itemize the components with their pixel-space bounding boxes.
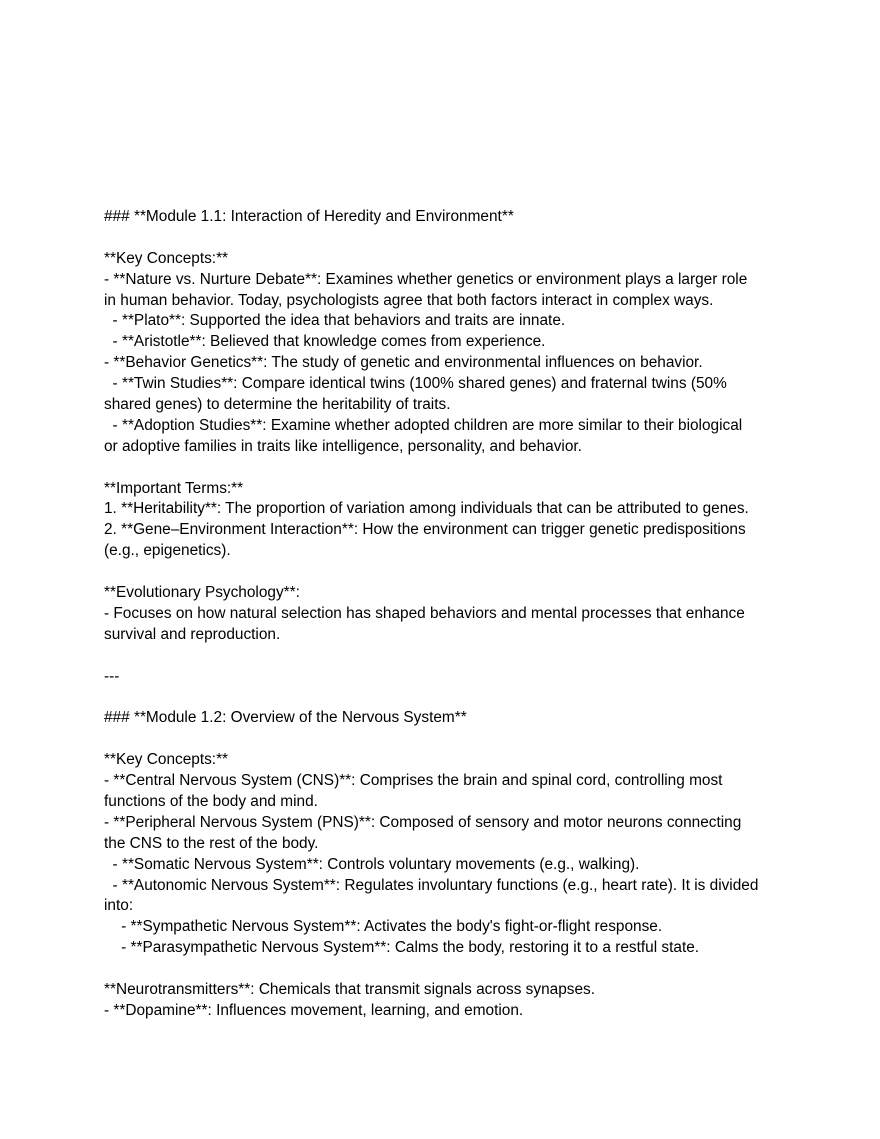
text-line: **Key Concepts:**	[104, 751, 229, 769]
text-line: 2. **Gene–Environment Interaction**: How the environment can trigger genetic predispositions	[104, 521, 746, 539]
document-body	[104, 207, 784, 1022]
text-line: - **Aristotle**: Believed that knowledge comes from experience.	[104, 333, 546, 351]
text-line: - **Twin Studies**: Compare identical twins (100% shared genes) and fraternal twins (50%	[104, 375, 727, 393]
text-line: - **Behavior Genetics**: The study of genetic and environmental influences on behavior.	[104, 354, 703, 372]
blank-line	[104, 959, 784, 980]
blank-line	[104, 729, 784, 750]
text-line: survival and reproduction.	[104, 625, 281, 643]
blank-line	[104, 228, 784, 249]
text-line: - **Parasympathetic Nervous System**: Calms the body, restoring it to a restful state.	[104, 939, 700, 957]
text-line: **Important Terms:**	[104, 479, 244, 497]
blank-line	[104, 458, 784, 479]
text-line: the CNS to the rest of the body.	[104, 834, 319, 852]
text-line: shared genes) to determine the heritability of traits.	[104, 396, 451, 414]
text-line: - **Autonomic Nervous System**: Regulates involuntary functions (e.g., heart rate). It is divided	[104, 876, 759, 894]
text-line: - **Nature vs. Nurture Debate**: Examines whether genetics or environment plays a larger role	[104, 270, 748, 288]
text-line: ### **Module 1.1: Interaction of Heredity and Environment**	[104, 208, 514, 225]
text-line: **Key Concepts:**	[104, 249, 229, 267]
text-line: ### **Module 1.2: Overview of the Nervous System**	[104, 709, 467, 727]
text-line: - **Dopamine**: Influences movement, learning, and emotion.	[104, 1001, 524, 1019]
text-line: (e.g., epigenetics).	[104, 542, 231, 560]
text-line: - **Adoption Studies**: Examine whether adopted children are more similar to their biological	[104, 416, 743, 434]
text-line: **Evolutionary Psychology**:	[104, 584, 300, 602]
blank-line	[104, 687, 784, 708]
text-line: 1. **Heritability**: The proportion of variation among individuals that can be attributed to genes.	[104, 500, 749, 518]
blank-line	[104, 646, 784, 667]
text-line: or adoptive families in traits like intelligence, personality, and behavior.	[104, 437, 582, 455]
text-line: into:	[104, 897, 134, 915]
text-line: ---	[104, 667, 120, 685]
text-line: functions of the body and mind.	[104, 792, 318, 810]
text-line: - Focuses on how natural selection has shaped behaviors and mental processes that enhance	[104, 604, 745, 622]
text-line: - **Sympathetic Nervous System**: Activates the body's fight-or-flight response.	[104, 918, 663, 936]
blank-line	[104, 562, 784, 583]
text-line: - **Somatic Nervous System**: Controls voluntary movements (e.g., walking).	[104, 855, 640, 873]
text-line: **Neurotransmitters**: Chemicals that transmit signals across synapses.	[104, 980, 595, 998]
text-line: in human behavior. Today, psychologists agree that both factors interact in complex ways.	[104, 291, 714, 309]
text-line: - **Plato**: Supported the idea that behaviors and traits are innate.	[104, 312, 566, 330]
text-line: - **Central Nervous System (CNS)**: Comprises the brain and spinal cord, controlling most	[104, 772, 723, 790]
text-line: - **Peripheral Nervous System (PNS)**: Composed of sensory and motor neurons connecting	[104, 813, 742, 831]
